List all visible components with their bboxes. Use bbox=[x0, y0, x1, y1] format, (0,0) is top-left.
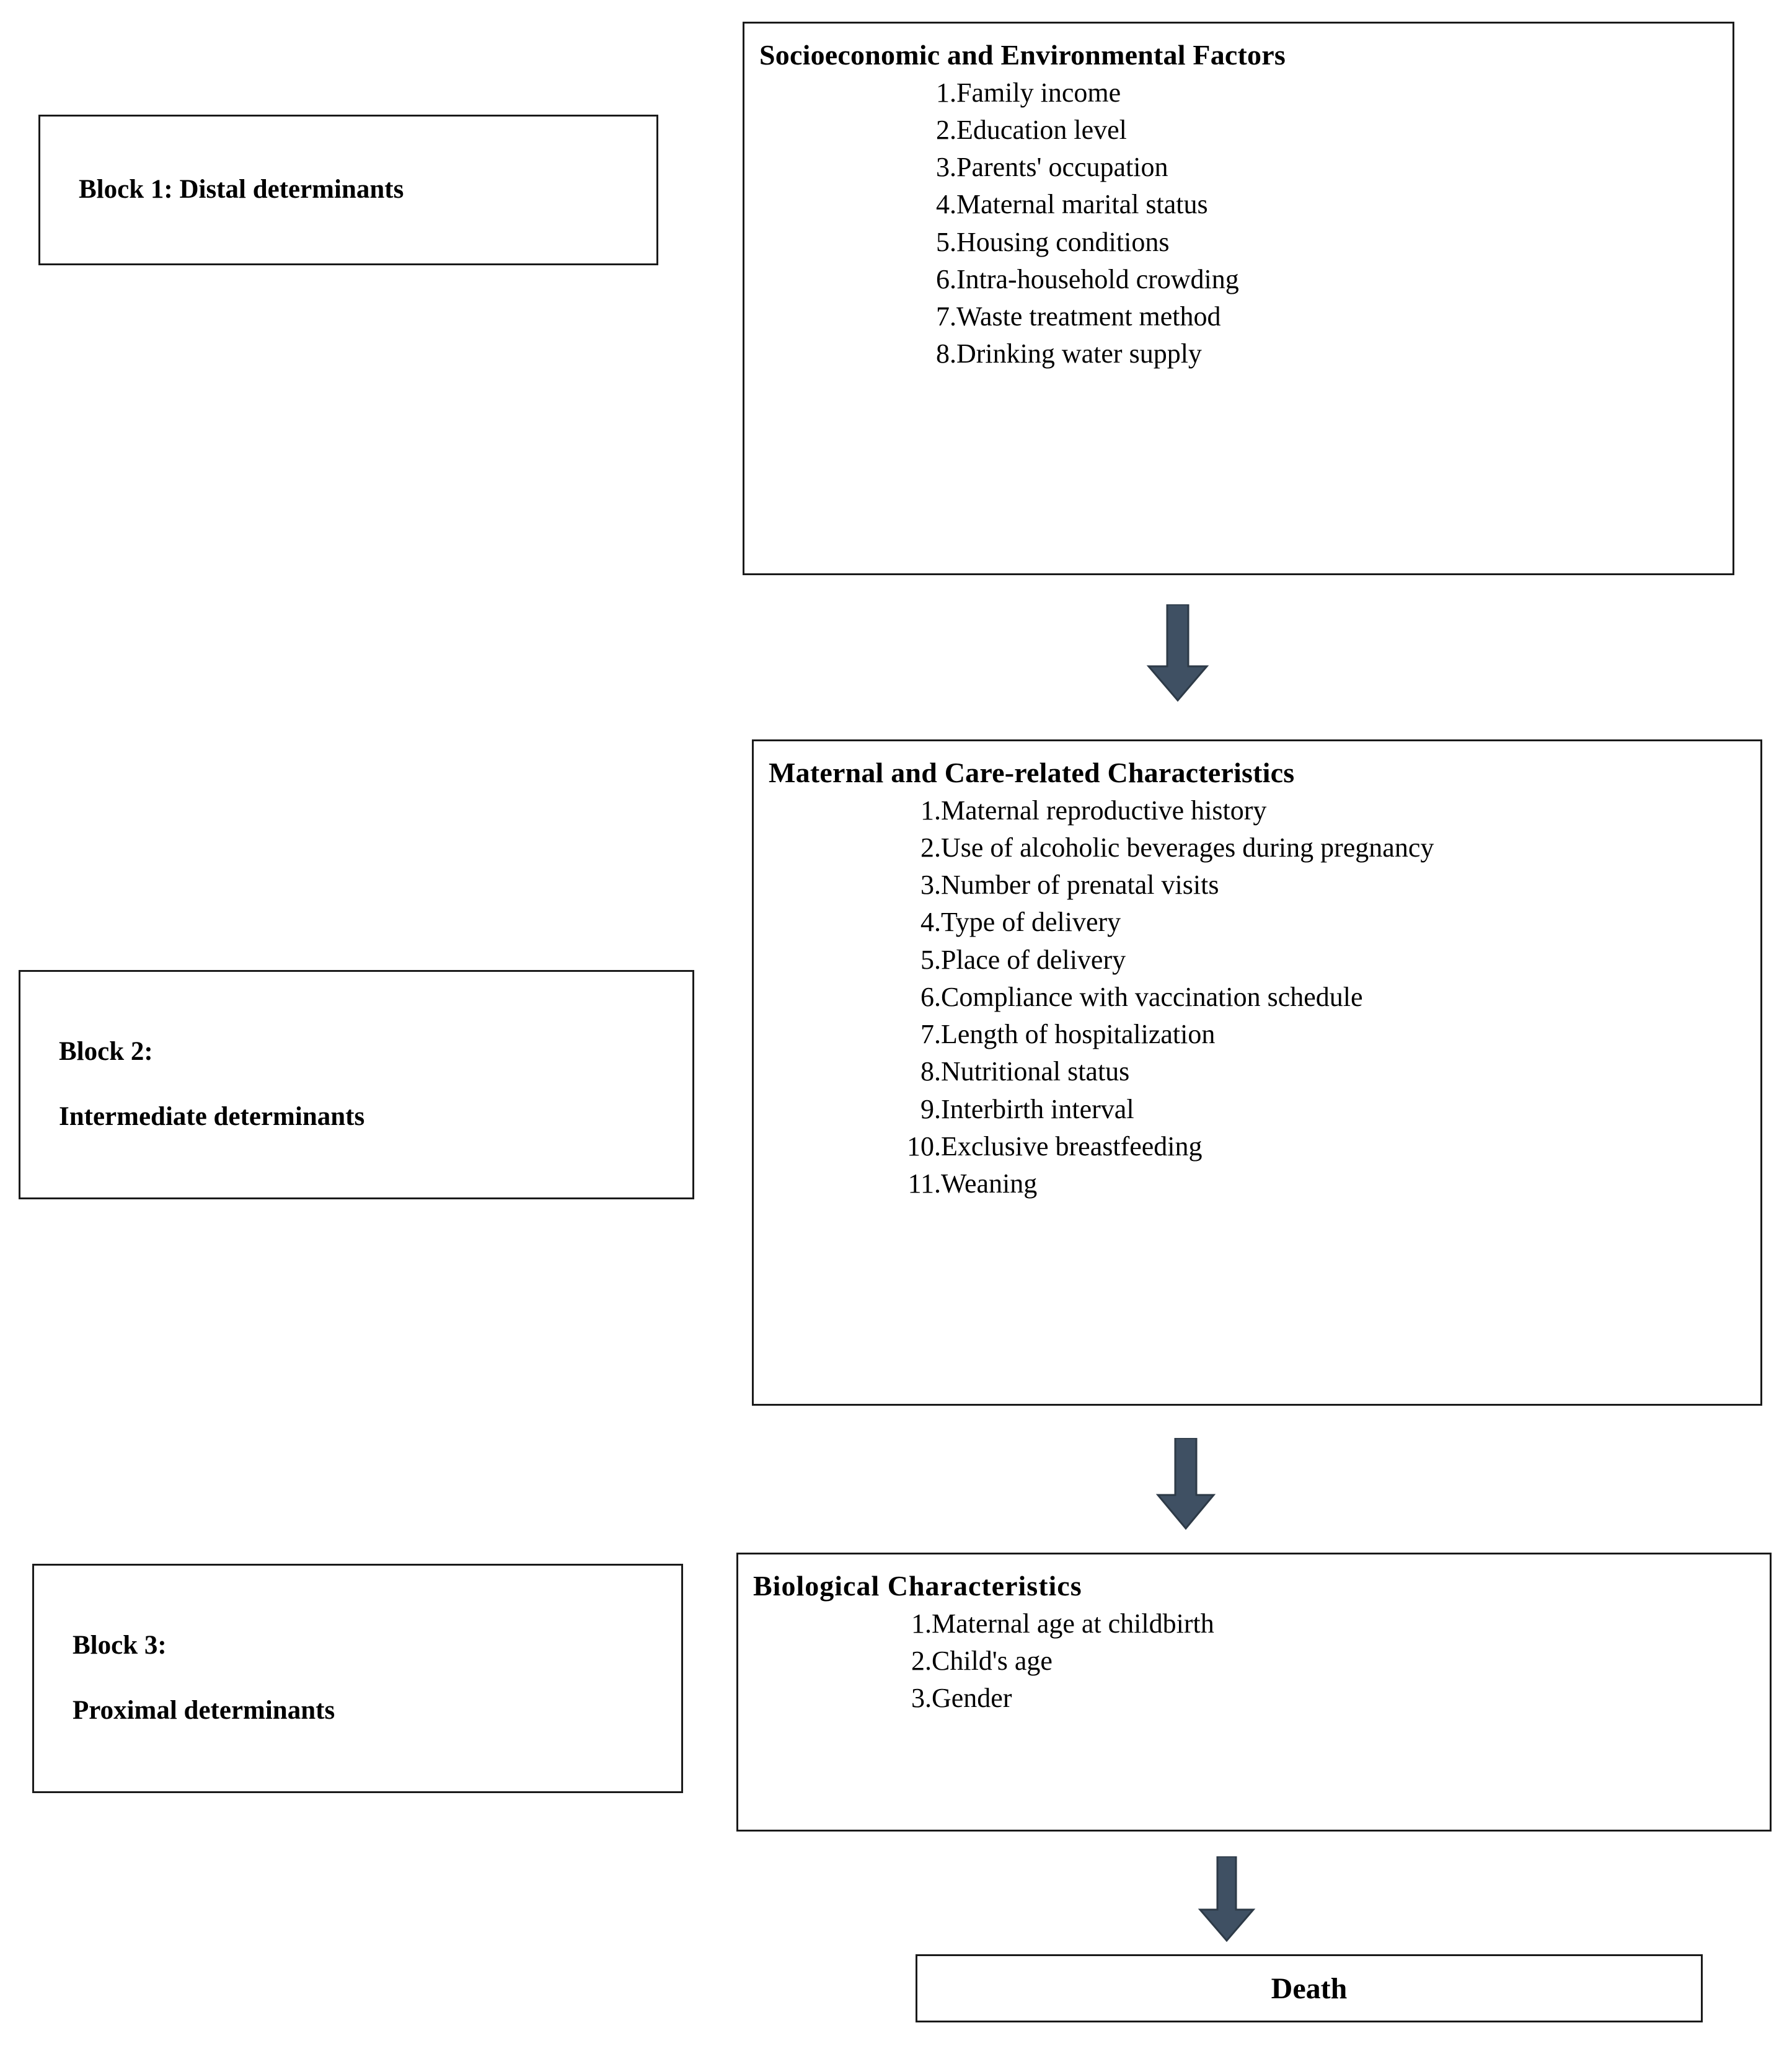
arrow-down-icon-1 bbox=[1144, 604, 1212, 707]
arrow-down-icon-3 bbox=[1196, 1856, 1258, 1946]
list-item-number: 3. bbox=[920, 870, 941, 901]
list-item bbox=[753, 1680, 1757, 1717]
list-item-label: Maternal marital status bbox=[956, 189, 1208, 220]
list-item-label: Housing conditions bbox=[956, 226, 1170, 257]
list-item-label: Use of alcoholic beverages during pregnancy bbox=[941, 832, 1434, 863]
list-item-label: Exclusive breastfeeding bbox=[941, 1131, 1203, 1162]
list-item-number: 2. bbox=[936, 114, 956, 145]
list-item-label: Maternal age at childbirth bbox=[932, 1608, 1214, 1639]
block-label-2-line1: Block 2: bbox=[59, 1037, 153, 1067]
list-item bbox=[759, 335, 1720, 373]
list-item-number: 1. bbox=[936, 77, 956, 108]
list-item-number: 5. bbox=[936, 226, 956, 257]
list-item-label: Family income bbox=[956, 77, 1121, 108]
list-item-number: 2. bbox=[920, 832, 941, 863]
block-label-2-line2: Intermediate determinants bbox=[59, 1102, 365, 1131]
list-item-label: Gender bbox=[932, 1683, 1012, 1714]
box-socioeconomic-factors bbox=[743, 22, 1734, 575]
block-label-1 bbox=[38, 115, 658, 265]
list-item-label: Compliance with vaccination schedule bbox=[941, 981, 1363, 1012]
block-label-3 bbox=[32, 1564, 683, 1793]
list-item-number: 6. bbox=[936, 263, 956, 294]
block-label-1-line1: Block 1: Distal determinants bbox=[79, 175, 404, 205]
box-biological-list bbox=[753, 1605, 1757, 1717]
list-item-number: 9. bbox=[920, 1093, 941, 1124]
list-item bbox=[759, 224, 1720, 261]
list-item bbox=[759, 149, 1720, 186]
box-socioeconomic-list bbox=[759, 74, 1720, 373]
list-item-label: Education level bbox=[956, 114, 1127, 145]
list-item-number: 7. bbox=[920, 1019, 941, 1050]
arrow-down-icon-2 bbox=[1152, 1438, 1220, 1534]
list-item-number: 2. bbox=[911, 1645, 932, 1676]
list-item-number: 3. bbox=[936, 152, 956, 183]
box-maternal-care-characteristics bbox=[752, 739, 1762, 1406]
list-item bbox=[769, 979, 1748, 1016]
list-item bbox=[769, 829, 1748, 866]
list-item-label: Weaning bbox=[941, 1168, 1038, 1199]
list-item-label: Maternal reproductive history bbox=[941, 795, 1267, 826]
list-item-number: 10. bbox=[907, 1131, 941, 1162]
list-item-label: Parents' occupation bbox=[956, 152, 1168, 183]
list-item-number: 7. bbox=[936, 301, 956, 332]
list-item bbox=[759, 74, 1720, 112]
list-item-number: 11. bbox=[907, 1168, 941, 1199]
list-item bbox=[759, 112, 1720, 149]
list-item-number: 4. bbox=[920, 907, 941, 938]
box-outcome-death bbox=[916, 1954, 1703, 2022]
list-item-label: Number of prenatal visits bbox=[941, 870, 1219, 901]
block-label-3-line2: Proximal determinants bbox=[73, 1696, 335, 1725]
list-item-label: Type of delivery bbox=[941, 907, 1121, 938]
list-item bbox=[769, 941, 1748, 979]
list-item-label: Intra-household crowding bbox=[956, 263, 1239, 294]
list-item-number: 3. bbox=[911, 1683, 932, 1714]
list-item bbox=[753, 1642, 1757, 1680]
block-label-2 bbox=[19, 970, 694, 1199]
list-item-number: 8. bbox=[936, 338, 956, 369]
list-item bbox=[759, 298, 1720, 335]
box-biological-characteristics bbox=[736, 1553, 1772, 1832]
outcome-label: Death bbox=[1271, 1972, 1348, 2005]
list-item-label: Nutritional status bbox=[941, 1056, 1130, 1087]
list-item bbox=[769, 1128, 1748, 1165]
list-item-label: Place of delivery bbox=[941, 944, 1126, 975]
list-item bbox=[769, 1053, 1748, 1090]
list-item-number: 4. bbox=[936, 189, 956, 220]
list-item-number: 6. bbox=[920, 981, 941, 1012]
list-item-number: 1. bbox=[911, 1608, 932, 1639]
list-item bbox=[769, 792, 1748, 829]
list-item-label: Interbirth interval bbox=[941, 1093, 1134, 1124]
list-item-label: Waste treatment method bbox=[956, 301, 1221, 332]
box-biological-title: Biological Characteristics bbox=[753, 1570, 1082, 1602]
list-item bbox=[769, 1091, 1748, 1128]
list-item bbox=[759, 261, 1720, 298]
list-item bbox=[769, 1016, 1748, 1053]
box-maternal-list bbox=[769, 792, 1748, 1203]
list-item-number: 8. bbox=[920, 1056, 941, 1087]
list-item bbox=[753, 1605, 1757, 1642]
box-maternal-title: Maternal and Care-related Characteristics bbox=[769, 757, 1295, 788]
list-item-label: Length of hospitalization bbox=[941, 1019, 1216, 1050]
list-item-number: 5. bbox=[920, 944, 941, 975]
block-label-3-line1: Block 3: bbox=[73, 1631, 167, 1660]
list-item bbox=[769, 866, 1748, 904]
list-item bbox=[769, 1165, 1748, 1202]
list-item-label: Child's age bbox=[932, 1645, 1053, 1676]
list-item bbox=[769, 904, 1748, 941]
list-item bbox=[759, 186, 1720, 223]
list-item-label: Drinking water supply bbox=[956, 338, 1202, 369]
box-socioeconomic-title: Socioeconomic and Environmental Factors bbox=[759, 39, 1286, 71]
list-item-number: 1. bbox=[920, 795, 941, 826]
